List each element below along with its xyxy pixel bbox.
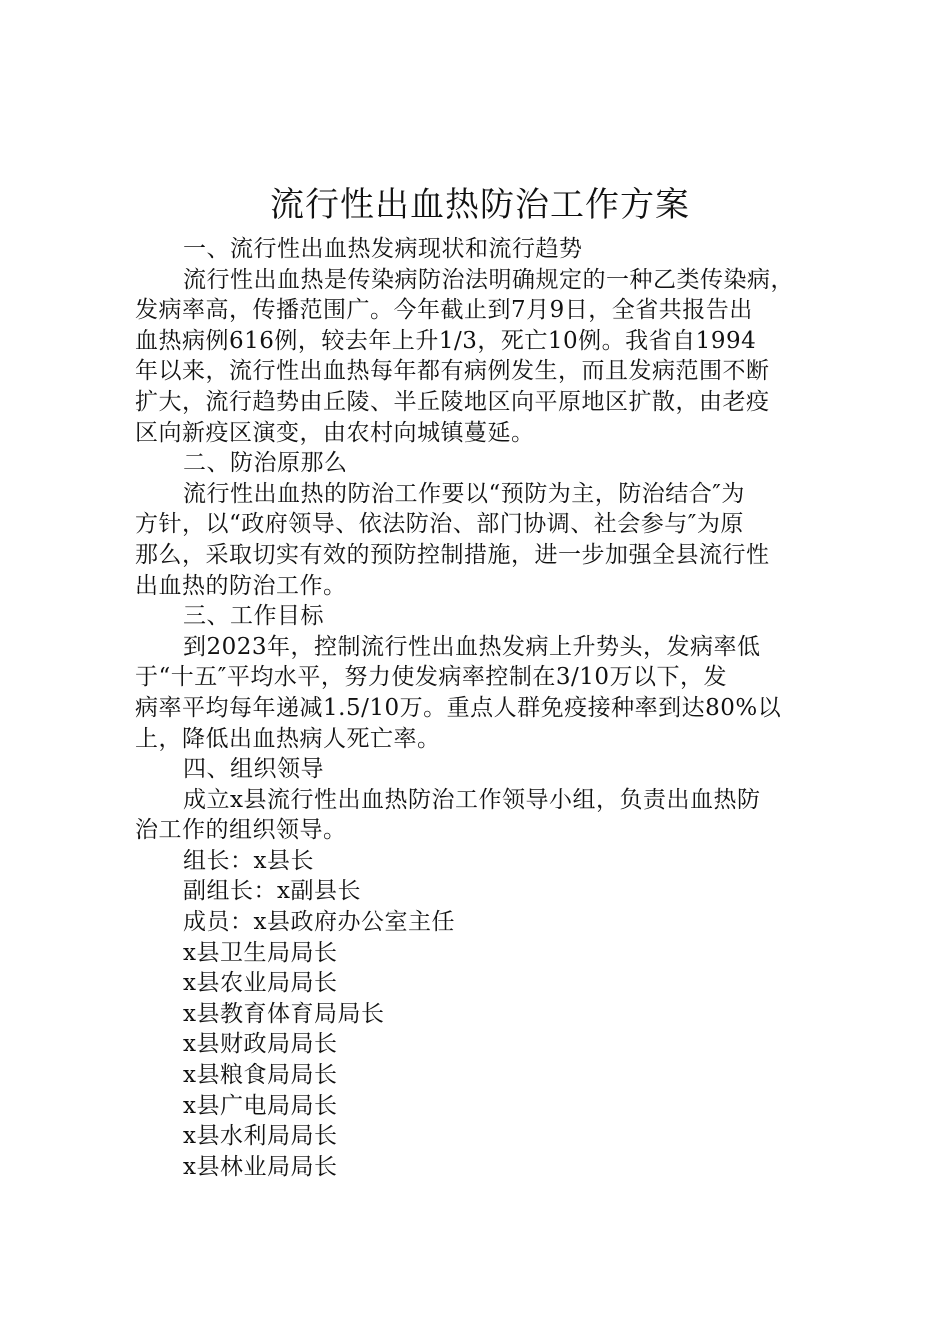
text-line: 血热病例616例，较去年上升1/3，死亡10例。我省自1994 [135,327,757,354]
text-line: 治工作的组织领导。 [135,817,347,844]
text-line: 年以来，流行性出血热每年都有病例发生，而且发病范围不断 [135,358,770,385]
text-line: x县林业局局长 [183,1153,338,1180]
text-line: 流行性出血热的防治工作要以“预防为主，防治结合″为 [183,480,745,507]
text-line: x县卫生局局长 [183,939,338,966]
text-line: x县广电局局长 [183,1092,338,1119]
text-line: 成立x县流行性出血热防治工作领导小组，负责出血热防 [183,786,761,813]
text-line: x县粮食局局长 [183,1062,338,1089]
document-text [135,234,825,1182]
text-line: 上，降低出血热病人死亡率。 [135,725,441,752]
text-line: x县农业局局长 [183,970,338,997]
text-line: 到2023年，控制流行性出血热发病上升势头，发病率低 [183,633,761,660]
text-line: 四、组织领导 [183,756,324,783]
text-line: x县水利局局长 [183,1123,338,1150]
text-line: 病率平均每年递减1.5/10万。重点人群免疫接种率到达80%以 [135,694,782,721]
document-body [135,178,825,1182]
text-line: 成员：x县政府办公室主任 [183,909,455,936]
text-line: 一、流行性出血热发病现状和流行趋势 [183,236,583,262]
text-line: 区向新疫区演变，由农村向城镇蔓延。 [135,419,535,446]
text-line: 二、防治原那么 [183,450,348,477]
text-line: 发病率高，传播范围广。今年截止到7月9日，全省共报告出 [135,297,753,324]
text-line: x县财政局局长 [183,1031,338,1058]
text-line: 那么，采取切实有效的预防控制措施，进一步加强全县流行性 [135,541,770,568]
text-line: 三、工作目标 [183,603,324,630]
text-line: 扩大，流行趋势由丘陵、半丘陵地区向平原地区扩散，由老疫 [135,388,770,415]
document-title: 流行性出血热防治工作方案 [270,185,690,225]
text-line: 副组长：x副县长 [183,878,361,905]
text-line: 于“十五″平均水平，努力使发病率控制在3/10万以下，发 [135,664,727,691]
text-line: x县教育体育局局长 [183,1000,385,1027]
text-line: 出血热的防治工作。 [135,572,347,599]
text-line: 组长：x县长 [183,847,314,874]
text-line: 方针，以“政府领导、依法防治、部门协调、社会参与″为原 [135,511,744,538]
text-line: 流行性出血热是传染病防治法明确规定的一种乙类传染病， [183,266,794,293]
